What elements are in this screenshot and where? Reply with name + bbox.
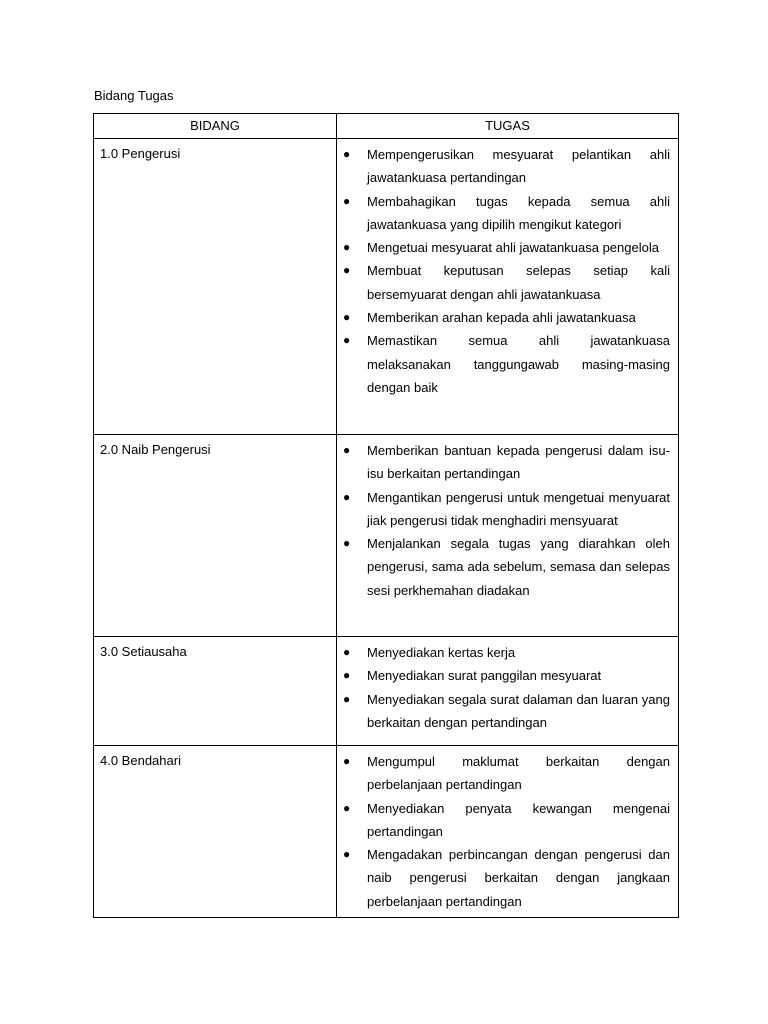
list-item: ● Mengumpul maklumat berkaitan dengan perbelanjaan pertandingan bbox=[343, 750, 670, 797]
bullet-icon: ● bbox=[343, 536, 351, 551]
bullet-icon: ● bbox=[343, 847, 351, 862]
bullet-icon: ● bbox=[343, 691, 351, 706]
table-row bbox=[94, 637, 679, 746]
list-item: ● Membuat keputusan selepas setiap kali bersemyuarat dengan ahli jawatankuasa bbox=[343, 259, 670, 306]
header-tugas: TUGAS bbox=[337, 114, 679, 139]
list-item: ● Memberikan arahan kepada ahli jawatankuasa bbox=[343, 306, 670, 329]
bullet-icon: ● bbox=[343, 240, 351, 255]
bullet-icon: ● bbox=[343, 333, 351, 348]
table-header-row bbox=[94, 114, 679, 139]
list-item: ● Mengantikan pengerusi untuk mengetuai menyuarat jiak pengerusi tidak menghadiri mensyuarat bbox=[343, 486, 670, 533]
tugas-list bbox=[343, 143, 670, 399]
bullet-icon: ● bbox=[343, 193, 351, 208]
table-row bbox=[94, 139, 679, 435]
bullet-icon: ● bbox=[343, 310, 351, 325]
list-item: ● Mempengerusikan mesyuarat pelantikan ahli jawatankuasa pertandingan bbox=[343, 143, 670, 190]
list-item: ● Menyediakan penyata kewangan mengenai pertandingan bbox=[343, 797, 670, 844]
list-item: ● Mengetuai mesyuarat ahli jawatankuasa pengelola bbox=[343, 236, 670, 259]
document-title: Bidang Tugas bbox=[94, 88, 174, 103]
bullet-icon: ● bbox=[343, 668, 351, 683]
bidang-cell: 3.0 Setiausaha bbox=[94, 637, 337, 746]
tugas-cell bbox=[337, 746, 679, 918]
list-item: ● Menjalankan segala tugas yang diarahkan oleh pengerusi, sama ada sebelum, semasa dan selepas sesi perkhemahan diadakan bbox=[343, 532, 670, 602]
bullet-icon: ● bbox=[343, 645, 351, 659]
bullet-icon: ● bbox=[343, 754, 351, 768]
duties-table bbox=[93, 113, 679, 918]
bullet-icon: ● bbox=[343, 800, 351, 815]
list-item: ● Menyediakan surat panggilan mesyuarat bbox=[343, 664, 670, 687]
header-bidang: BIDANG bbox=[94, 114, 337, 139]
list-item: ● Menyediakan kertas kerja bbox=[343, 641, 670, 664]
tugas-list bbox=[343, 750, 670, 913]
tugas-list bbox=[343, 641, 670, 734]
table-row bbox=[94, 435, 679, 637]
list-item: ● Mengadakan perbincangan dengan pengerusi dan naib pengerusi berkaitan dengan jangkaan perbelanjaan pertandingan bbox=[343, 843, 670, 913]
bidang-cell: 4.0 Bendahari bbox=[94, 746, 337, 918]
tugas-cell bbox=[337, 139, 679, 435]
list-item: ● Memastikan semua ahli jawatankuasa melaksanakan tanggungawab masing-masing dengan baik bbox=[343, 329, 670, 399]
bullet-icon: ● bbox=[343, 263, 351, 278]
bullet-icon: ● bbox=[343, 443, 351, 457]
bullet-icon: ● bbox=[343, 147, 351, 161]
list-item: ● Membahagikan tugas kepada semua ahli jawatankuasa yang dipilih mengikut kategori bbox=[343, 190, 670, 237]
tugas-cell bbox=[337, 637, 679, 746]
bidang-cell: 1.0 Pengerusi bbox=[94, 139, 337, 435]
tugas-list bbox=[343, 439, 670, 602]
list-item: ● Menyediakan segala surat dalaman dan luaran yang berkaitan dengan pertandingan bbox=[343, 688, 670, 735]
table-row bbox=[94, 746, 679, 918]
bullet-icon: ● bbox=[343, 489, 351, 504]
list-item: ● Memberikan bantuan kepada pengerusi dalam isu-isu berkaitan pertandingan bbox=[343, 439, 670, 486]
bidang-cell: 2.0 Naib Pengerusi bbox=[94, 435, 337, 637]
tugas-cell bbox=[337, 435, 679, 637]
